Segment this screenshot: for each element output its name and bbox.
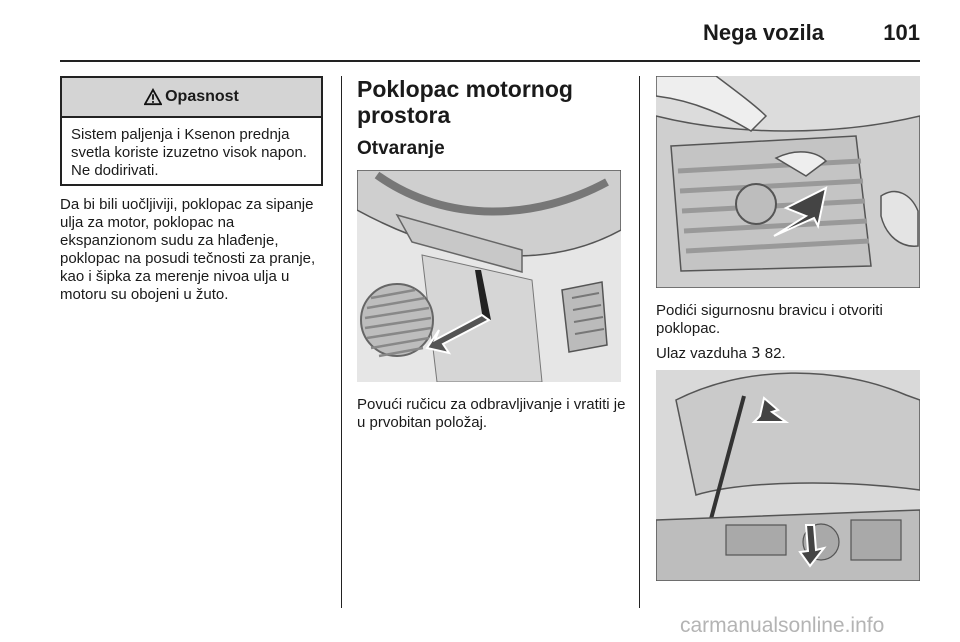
hood-release-illustration (357, 170, 621, 382)
danger-text: Sistem paljenja i Ksenon prednja svetla koriste izuzetno visok napon. Ne dodirivati. (71, 126, 307, 179)
header-title: Nega vozila (702, 20, 824, 45)
hood-release-caption: Povući ručicu za odbravljivanje i vratiti je u prvobitan položaj. (357, 396, 626, 431)
section-subheading: Otvaranje (357, 138, 445, 159)
danger-box-header (62, 78, 321, 118)
air-intake-reference (656, 344, 924, 363)
header-rule (60, 60, 920, 62)
engine-compartment-illustration (656, 370, 920, 581)
danger-heading: Opasnost (165, 88, 239, 105)
reference-symbol: 3 (751, 344, 761, 362)
hood-open-caption: Podići sigurnosnu bravicu i otvoriti poklopac. (656, 302, 883, 337)
column-divider-left (341, 76, 342, 608)
column-divider-right (639, 76, 640, 608)
left-paragraph: Da bi bili uočljiviji, poklopac za sipanje ulja za motor, poklopac na ekspanzionom sudu za hlađenje, poklopac na posudi tečnosti za pranje, kao i šipka za merenje nivoa ulja u motoru su obojeni u žuto. (60, 196, 316, 303)
reference-page[interactable]: 82. (764, 345, 786, 362)
danger-box (60, 76, 323, 186)
page-header (60, 14, 920, 50)
hood-opening-illustration (656, 76, 920, 288)
watermark: carmanualsonline.info (680, 614, 885, 637)
section-heading: Poklopac motornog prostora (357, 76, 573, 128)
reference-text: Ulaz vazduha (656, 345, 747, 362)
page-number: 101 (883, 20, 920, 45)
warning-triangle-icon (144, 88, 162, 106)
